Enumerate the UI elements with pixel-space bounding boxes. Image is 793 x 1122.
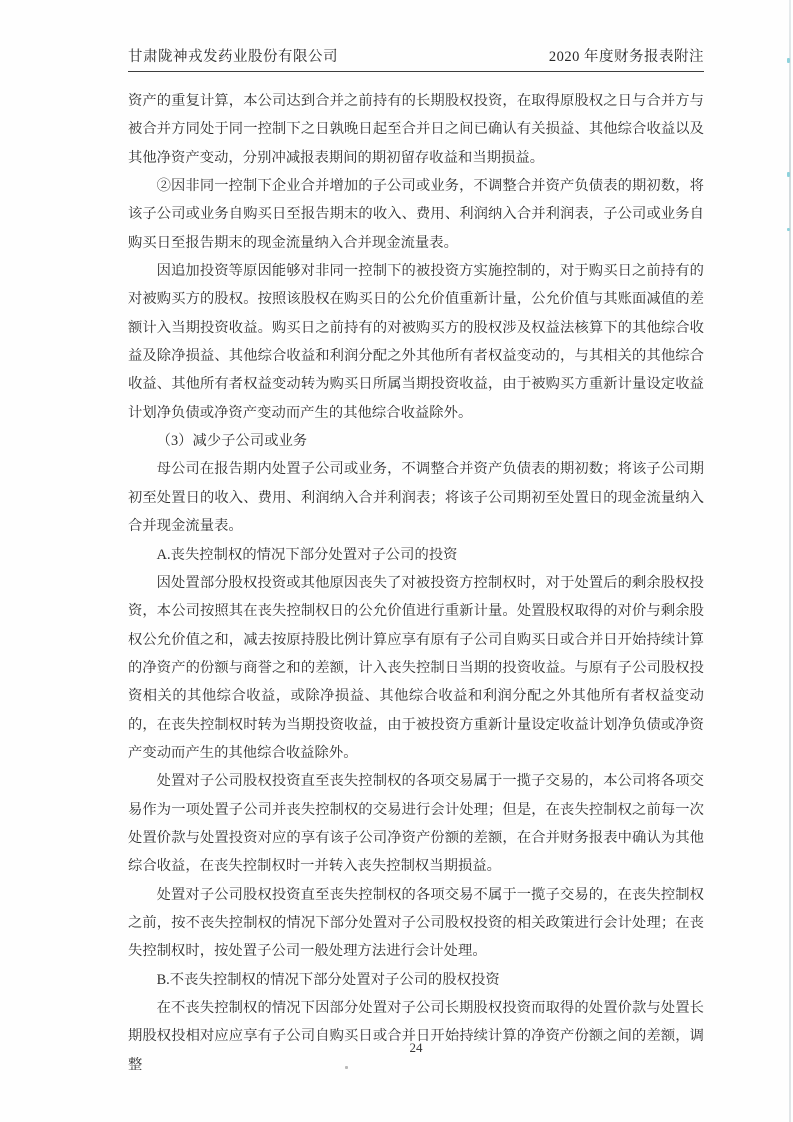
paragraphs <box>128 72 704 1079</box>
paragraph: 处置对子公司股权投资直至丧失控制权的各项交易属于一揽子交易的，本公司将各项交易作为一项处置子公司并丧失控制权的交易进行会计处理；但是，在丧失控制权之前每一次处置价款与处置投资对应的享有该子公司净资产份额的差额，在合并财务报表中确认为其他综合收益，在丧失控制权时一并转入丧失控制权当期损益。 <box>128 773 704 875</box>
paragraph: ②因非同一控制下企业合并增加的子公司或业务，不调整合并资产负债表的期初数，将该子公司或业务自购买日至报告期末的收入、费用、利润纳入合并利润表，子公司或业务自购买日至报告期末的现金流量纳入合并现金流量表。 <box>128 178 704 251</box>
scan-speck <box>345 1066 348 1069</box>
scan-speck <box>787 58 790 63</box>
scan-speck <box>787 172 790 177</box>
company-name: 甘肃陇神戎发药业股份有限公司 <box>128 49 338 65</box>
paragraph: 在不丧失控制权的情况下因部分处置对子公司长期股权投资而取得的处置价款与处置长期股权投相对应应享有子公司自购买日或合并日开始持续计算的净资产份额之间的差额，调整 <box>128 1000 704 1073</box>
paragraph: 处置对子公司股权投资直至丧失控制权的各项交易不属于一揽子交易的，在丧失控制权之前，按不丧失控制权的情况下部分处置对子公司股权投资的相关政策进行会计处理；在丧失控制权时，按处置子公司一般处理方法进行会计处理。 <box>128 886 704 960</box>
paragraph: 母公司在报告期内处置子公司或业务，不调整合并资产负债表的期初数；将该子公司期初至处置日的收入、费用、利润纳入合并利润表；将该子公司期初至处置日的现金流量纳入合并现金流量表。 <box>128 461 704 535</box>
paragraph: A.丧失控制权的情况下部分处置对子公司的投资 <box>156 546 458 563</box>
doc-title: 2020 年度财务报表附注 <box>548 49 704 65</box>
paragraph: 因追加投资等原因能够对非同一控制下的被投资方实施控制的，对于购买日之前持有的对被购买方的股权。按照该股权在购买日的公允价值重新计量，公允价值与其账面减值的差额计入当期投资收益。购买日之前持有的对被购买方的股权涉及权益法核算下的其他综合收益及除净损益、其他综合收益和利润分配之外其他所有者权益变动的，与其相关的其他综合收益、其他所有者权益变动转为购买日所属当期投资收益，由于被购买方重新计量设定收益计划净负债或净资产变动而产生的其他综合收益除外。 <box>128 263 704 421</box>
scan-edge-artifact <box>789 0 791 1122</box>
scan-speck <box>787 228 790 231</box>
page-number: 24 <box>409 1040 423 1055</box>
paragraph: B.不丧失控制权的情况下部分处置对子公司的股权投资 <box>156 971 500 988</box>
paragraph: 因处置部分股权投资或其他原因丧失了对被投资方控制权时，对于处置后的剩余股权投资，本公司按照其在丧失控制权日的公允价值进行重新计量。处置股权取得的对价与剩余股权公允价值之和，减去按原持股比例计算应享有原有子公司自购买日或合并日开始持续计算的净资产的份额与商誉之和的差额，计入丧失控制日当期的投资收益。与原有子公司股权投资相关的其他综合收益，或除净损益、其他综合收益和利润分配之外其他所有者权益变动的，在丧失控制权时转为当期投资收益，由于被投资方重新计量设定收益计划净负债或净资产变动而产生的其他综合收益除外。 <box>128 574 704 761</box>
page-header <box>128 0 704 72</box>
paragraph: 资产的重复计算，本公司达到合并之前持有的长期股权投资，在取得原股权之日与合并方与被合并方同处于同一控制下之日孰晚日起至合并日之间已确认有关损益、其他综合收益以及其他净资产变动，分别冲减报表期间的期初留存收益和当期损益。 <box>128 93 704 166</box>
paragraph: （3）减少子公司或业务 <box>156 433 308 450</box>
